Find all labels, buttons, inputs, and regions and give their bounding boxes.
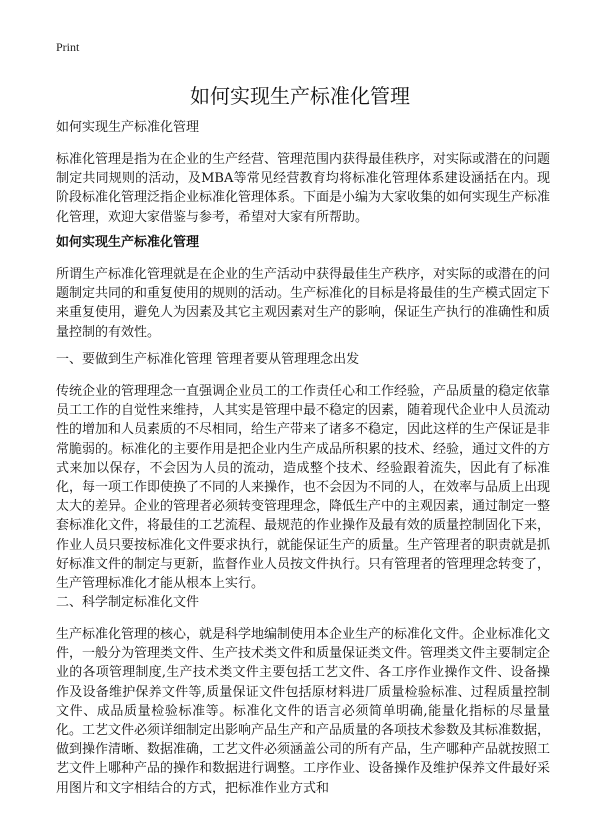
intro-paragraph: 标准化管理是指为在企业的生产经营、管理范围内获得最佳秩序，对实际或潜在的问题制定共同规则的活动，及MBA等常见经营教育均将标准化管理体系建设涵括在内。现阶段标准化管理泛指企业标准化管理体系。下面是小编为大家收集的如何实现生产标准化管理，欢迎大家借鉴与参考，希望对大家有所帮助。 <box>56 152 551 225</box>
paragraph-definition: 所谓生产标准化管理就是在企业的生产活动中获得最佳生产秩序，对实际的或潜在的问题制定共同的和重复使用的规则的活动。生产标准化的目标是将最佳的生产模式固定下来重复使用，避免人为因素及其它主观因素对生产的影响，保证生产执行的准确性和质量控制的有效性。 <box>56 267 551 340</box>
section-heading-2: 二、科学制定标准化文件 <box>56 595 200 610</box>
section-heading-1: 一、要做到生产标准化管理 管理者要从管理理念出发 <box>56 352 360 367</box>
paragraph-standard-documents: 生产标准化管理的核心，就是科学地编制使用本企业生产的标准化文件。企业标准化文件，一般分为管理类文件、生产技术类文件和质量保证类文件。管理类文件主要制定企业的各项管理制度,生产技术类文件主要包括工艺文件、各工序作业操作文件、设备操作及设备维护保养文件等,质量保证文件包括原材料进厂质量检验标准、过程质量控制文件、成品质量检验标准等。标准化文件的语言必须简单明确,能量化指标的尽量量化。工艺文件必须详细制定出影响产品生产和产品质量的各项技术参数及其标准数据，做到操作清晰、数据准确，工艺文件必须涵盖公司的所有产品，生产哪种产品就按照工艺文件上哪种产品的操作和数据进行调整。工序作业、设备操作及维护保养文件最好采用图片和文字相结合的方式，把标准作业方式和 <box>56 627 551 796</box>
paragraph-management-concept: 传统企业的管理理念一直强调企业员工的工作责任心和工作经验，产品质量的稳定依靠员工工作的自觉性来维持，人其实是管理中最不稳定的因素，随着现代企业中人员流动性的增加和人员素质的不尽相同，给生产带来了诸多不稳定，因此这样的生产保证是非常脆弱的。标准化的主要作用是把企业内生产成品所积累的技术、经验，通过文件的方式来加以保存，不会因为人员的流动，造成整个技术、经验跟着流失，因此有了标准化，每一项工作即使换了不同的人来操作，也不会因为不同的人，在效率与品质上出现太大的差异。企业的管理者必须转变管理理念，降低生产中的主观因素，通过制定一整套标准化文件，将最佳的工艺流程、最规范的作业操作及最有效的质量控制固化下来，作业人员只要按标准化文件要求执行，就能保证生产的质量。生产管理者的职责就是抓好标准文件的制定与更新，监督作业人员按文件执行。只有管理者的管理理念转变了，生产管理标准化才能从根本上实行。 <box>56 384 551 592</box>
print-link[interactable]: Print <box>56 40 80 54</box>
page-title: 如何实现生产标准化管理 <box>190 84 410 108</box>
main-heading: 如何实现生产标准化管理 <box>56 235 200 250</box>
document-subtitle: 如何实现生产标准化管理 <box>56 120 200 135</box>
